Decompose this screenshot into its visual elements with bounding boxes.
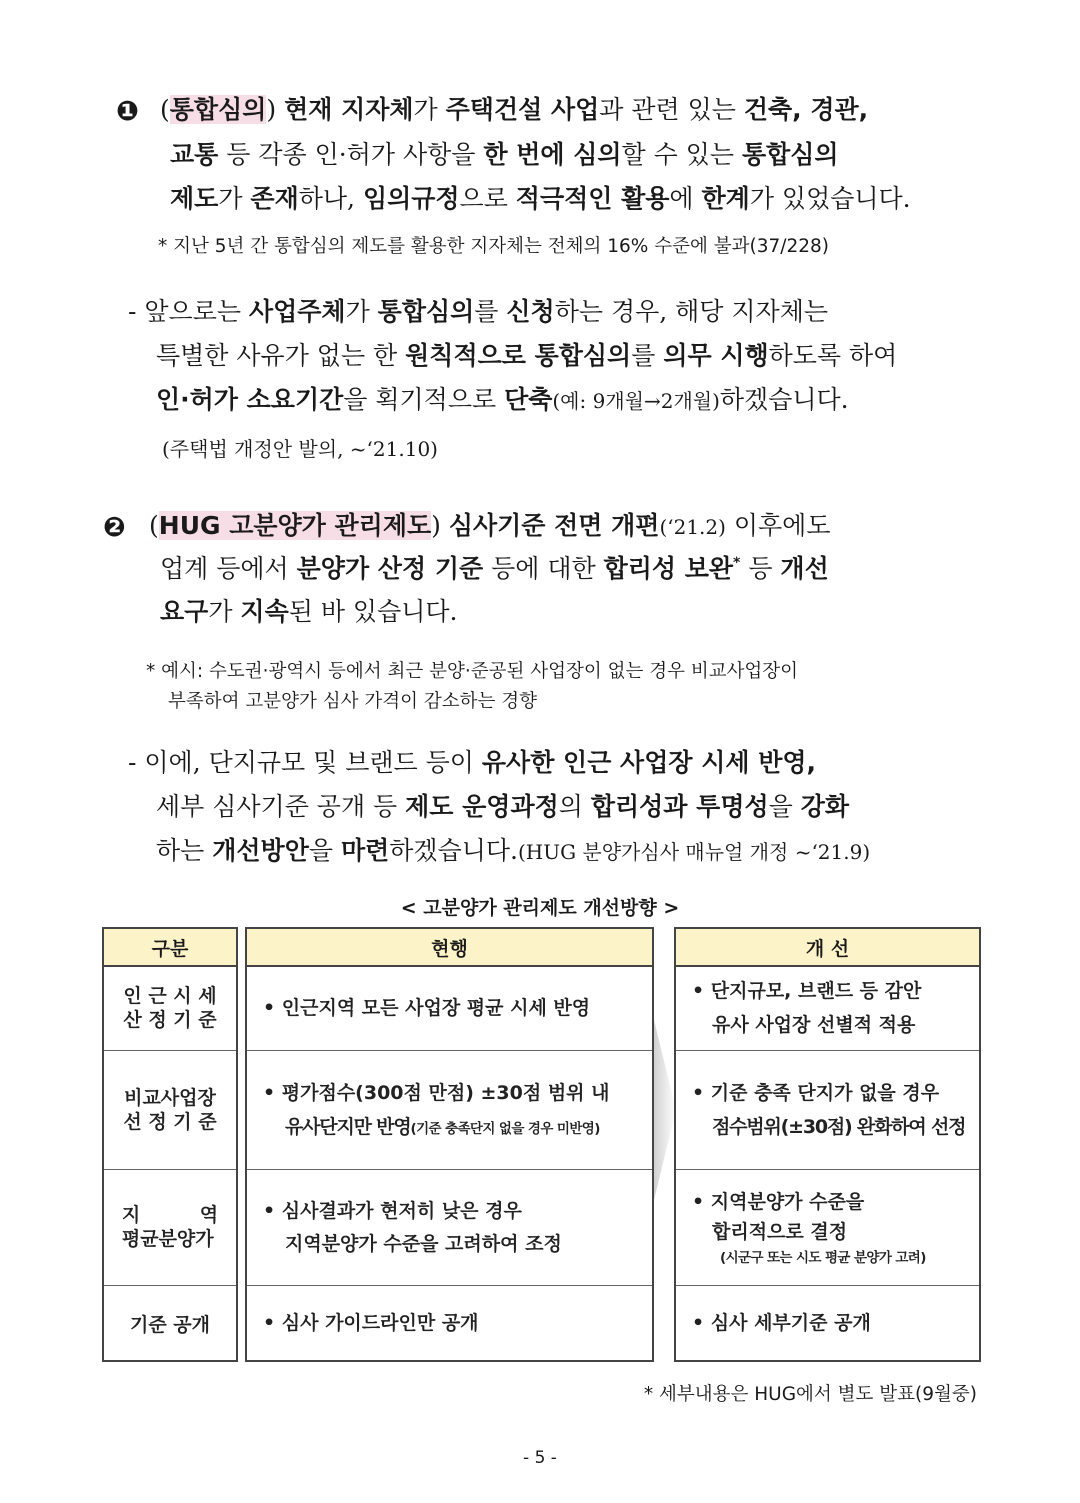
- section1-detail-line4: (주택법 개정안 발의, ~‘21.10): [162, 437, 438, 461]
- table-title: < 고분양가 관리제도 개선방향 >: [400, 897, 680, 919]
- table-row1-category: 인 근 시 세 산 정 기 준: [123, 984, 217, 1031]
- section2-detail-line1: - 이에, 단지규모 및 브랜드 등이 유사한 인근 사업장 시세 반영,: [128, 748, 817, 777]
- table-row3-improvement: • 지역분양가 수준을 합리적으로 결정 (시군구 또는 시도 평균 분양가 고려): [692, 1190, 926, 1266]
- table-column-improvement: [674, 927, 981, 1362]
- table-row3-category: 지 역 평균분양가: [121, 1204, 219, 1250]
- section2-note-line2: 부족하여 고분양가 심사 가격이 감소하는 경향: [168, 691, 537, 712]
- table-header-category: 구분: [104, 929, 236, 967]
- section2-detail-line3: 하는 개선방안을 마련하겠습니다.(HUG 분양가심사 매뉴얼 개정 ~‘21.9): [156, 836, 871, 865]
- table-row4-category: 기준 공개: [129, 1314, 211, 1336]
- table-row1-improvement: • 단지규모, 브랜드 등 감안 유사 사업장 선별적 적용: [692, 980, 922, 1036]
- table-row4-current: • 심사 가이드라인만 공개: [263, 1311, 479, 1334]
- table-column-current: [245, 927, 654, 1362]
- page-number: - 5 -: [523, 1448, 557, 1468]
- section1-detail-line1: - 앞으로는 사업주체가 통합심의를 신청하는 경우, 해당 지자체는: [128, 297, 828, 326]
- table-column-category: [102, 927, 238, 1362]
- section2-detail-line2: 세부 심사기준 공개 등 제도 운영과정의 합리성과 투명성을 강화: [156, 792, 850, 821]
- section1-detail-line2: 특별한 사유가 없는 한 원칙적으로 통합심의를 의무 시행하도록 하여: [156, 341, 898, 370]
- section2-note-line1: * 예시: 수도권·광역시 등에서 최근 분양·준공된 사업장이 없는 경우 비교사업장이: [146, 661, 799, 682]
- footnote: * 세부내용은 HUG에서 별도 발표(9월중): [643, 1384, 977, 1405]
- section1-note: * 지난 5년 간 통합심의 제도를 활용한 지자체는 전체의 16% 수준에 불과(37/228): [158, 236, 829, 257]
- section1-bullet: ❶: [116, 96, 139, 127]
- section2-line2: 업계 등에서 분양가 산정 기준 등에 대한 합리성 보완* 등 개선: [160, 554, 829, 583]
- section1-line3: 제도가 존재하나, 임의규정으로 적극적인 활용에 한계가 있었습니다.: [170, 184, 911, 213]
- table-row4-improvement: • 심사 세부기준 공개: [692, 1311, 871, 1334]
- section2-line3: 요구가 지속된 바 있습니다.: [160, 597, 458, 626]
- table-row1-current: • 인근지역 모든 사업장 평균 시세 반영: [263, 996, 591, 1019]
- arrow-shade: [654, 1020, 676, 1200]
- section1-line1: (통합심의) 현재 지자체가 주택건설 사업과 관련 있는 건축, 경관,: [160, 95, 869, 124]
- section1-line2: 교통 등 각종 인·허가 사항을 한 번에 심의할 수 있는 통합심의: [170, 140, 839, 169]
- table-header-current: 현행: [247, 929, 652, 967]
- table-row2-current: • 평가점수(300점 만점) ±30점 범위 내 유사단지만 반영(기준 충족단지 없을 경우 미반영): [263, 1082, 610, 1138]
- table-row3-current: • 심사결과가 현저히 낮은 경우 지역분양가 수준을 고려하여 조정: [263, 1199, 562, 1255]
- section2-line1: (HUG 고분양가 관리제도) 심사기준 전면 개편(‘21.2) 이후에도: [149, 511, 831, 540]
- table-header-improvement: 개 선: [676, 929, 979, 967]
- section2-bullet: ❷: [103, 512, 126, 543]
- section1-detail-line3: 인·허가 소요기간을 획기적으로 단축(예: 9개월→2개월)하겠습니다.: [156, 385, 849, 414]
- table-row2-category: 비교사업장 선 정 기 준: [123, 1086, 217, 1133]
- table-row2-improvement: • 기준 충족 단지가 없을 경우 점수범위(±30점) 완화하여 선정: [692, 1082, 966, 1138]
